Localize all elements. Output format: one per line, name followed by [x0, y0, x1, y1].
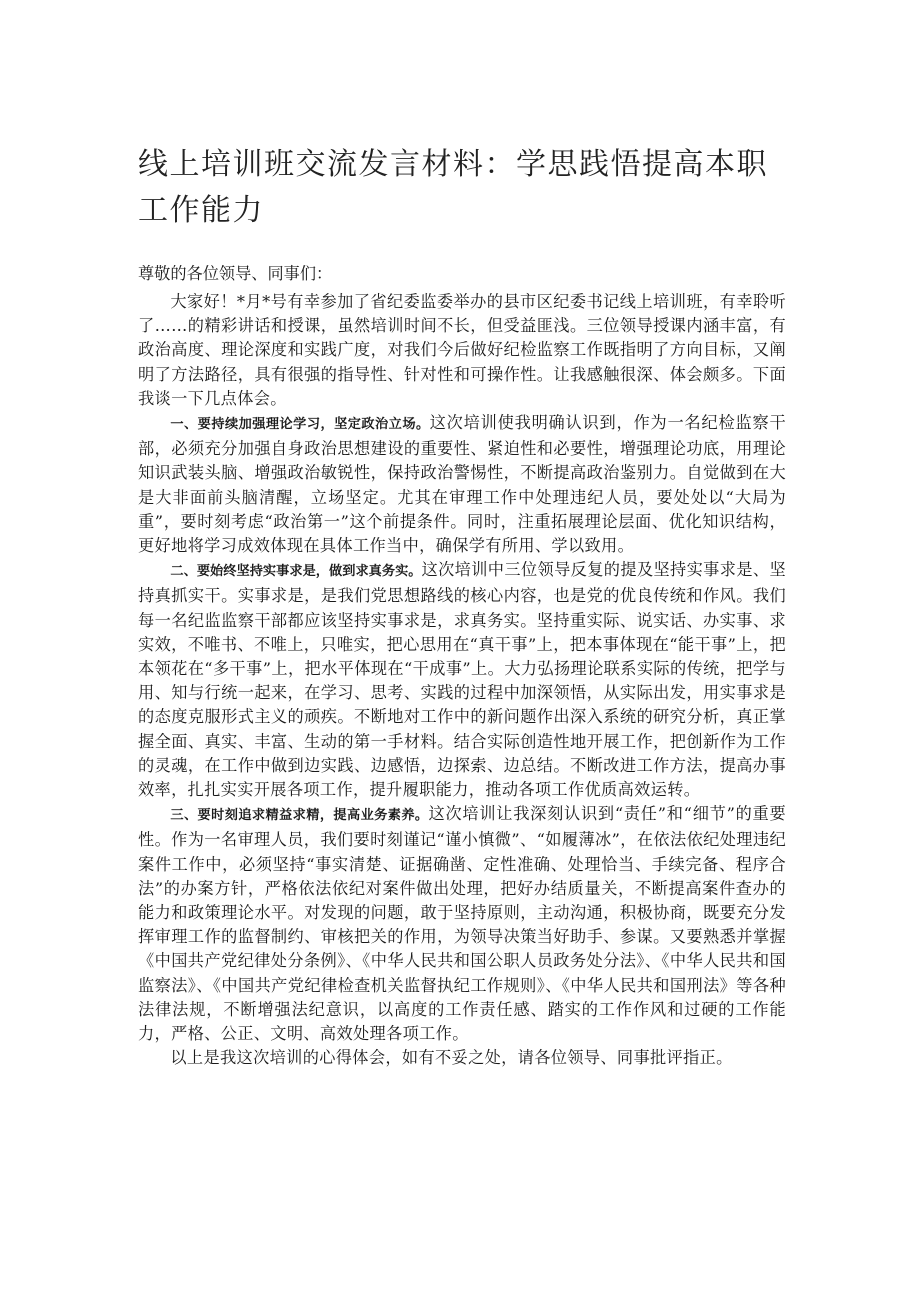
intro-paragraph: 大家好！*月*号有幸参加了省纪委监委举办的县市区纪委书记线上培训班，有幸聆听了……的精彩讲话和授课，虽然培训时间不长，但受益匪浅。三位领导授课内涵丰富，有政治高度、理论深度和实践广度，对我们今后做好纪检监察工作既指明了方向目标，又阐明了方法路径，具有很强的指导性、针对性和可操作性。让我感触很深、体会颇多。下面我谈一下几点体会。: [138, 292, 787, 408]
section-1-paragraph: [138, 411, 786, 558]
closing-paragraph: 以上是我这次培训的心得体会，如有不妥之处，请各位领导、同事批评指正。: [170, 1048, 733, 1068]
section-1-body: 这次培训使我明确认识到，作为一名纪检监察干部，必须充分加强自身政治思想建设的重要性、紧迫性和必要性，增强理论功底，用理论知识武装头脑、增强政治敏锐性，保持政治警惕性，不断提高政治鉴别力。自觉做到在大是大非面前头脑清醒，立场坚定。尤其在审理工作中处理违纪人员，要处处以“大局为重”，要时刻考虑“政治第一”这个前提条件。同时，注重拓展理论层面、优化知识结构，更好地将学习成效体现在具体工作当中，确保学有所用、学以致用。: [138, 413, 786, 556]
section-3-heading: 三、要时刻追求精益求精，提高业务素养。: [170, 808, 429, 824]
salutation: 尊敬的各位领导、同事们：: [138, 264, 333, 283]
document-page: [138, 142, 786, 1071]
section-3-body: 这次培训让我深刻认识到“责任”和“细节”的重要性。作为一名审理人员，我们要时刻谨记“谨小慎微”、“如履薄冰”，在依法依纪处理违纪案件工作中，必须坚持“事实清楚、证据确凿、定性准确、处理恰当、手续完备、程序合法”的办案方针，严格依法依纪对案件做出处理，把好办结质量关，不断提高案件查办的能力和政策理论水平。对发现的问题，敢于坚持原则，主动沟通，积极协商，既要充分发挥审理工作的监督制约、审核把关的作用，为领导决策当好助手、参谋。又要熟悉并掌握《中国共产党纪律处分条例》、《中华人民共和国公职人员政务处分法》、《中华人民共和国监察法》、《中国共产党纪律检查机关监督执纪工作规则》、《中华人民共和国刑法》等各种法律法规，不断增强法纪意识，以高度的工作责任感、踏实的工作作风和过硬的工作能力，严格、公正、文明、高效处理各项工作。: [138, 804, 787, 1044]
section-2-heading: 二、要始终坚持实事求是，做到求真务实。: [170, 564, 422, 580]
section-1-heading: 一、要持续加强理论学习，坚定政治立场。: [170, 417, 430, 433]
section-2-paragraph: [138, 558, 786, 802]
section-2-body: 这次培训中三位领导反复的提及坚持实事求是、坚持真抓实干。实事求是，是我们党思想路线的核心内容，也是党的优良传统和作风。我们每一名纪监监察干部都应该坚持实事求是，求真务实。坚持重实际、说实话、办实事、求实效，不唯书、不唯上，只唯实，把心思用在“真干事”上，把本事体现在“能干事”上，把本领花在“多干事”上，把水平体现在“干成事”上。大力弘扬理论联系实际的传统，把学与用、知与行统一起来，在学习、思考、实践的过程中加深领悟，从实际出发，用实事求是的态度克服形式主义的顽疾。不断地对工作中的新问题作出深入系统的研究分析，真正掌握全面、真实、丰富、生动的第一手材料。结合实际创造性地开展工作，把创新作为工作的灵魂，在工作中做到边实践、边感悟，边探索、边总结。不断改进工作方法，提高办事效率，扎扎实实开展各项工作，提升履职能力，推动各项工作优质高效运转。: [138, 560, 786, 800]
document-title: 线上培训班交流发言材料：学思践悟提高本职工作能力: [138, 147, 768, 228]
section-3-paragraph: [138, 802, 786, 1046]
